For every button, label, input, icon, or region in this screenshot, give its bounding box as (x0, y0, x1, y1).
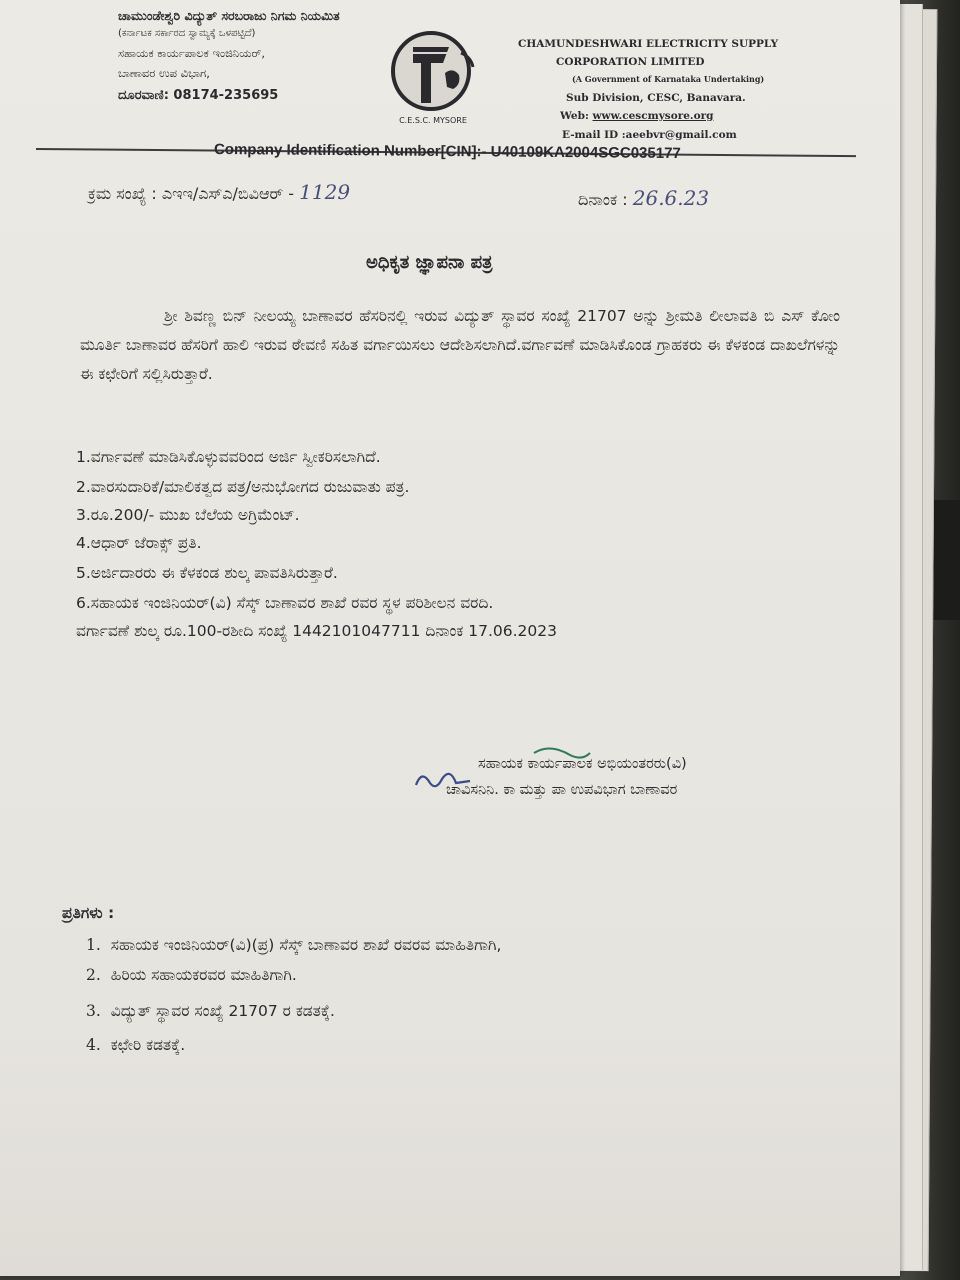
list-item: 1.ವರ್ಗಾವಣೆ ಮಾಡಿಸಿಕೊಳ್ಳುವವರಿಂದ ಅರ್ಜಿ ಸ್ವೀಕರಿಸಲಾಗಿದೆ. (76, 448, 381, 466)
kn-org-name: ಚಾಮುಂಡೇಶ್ವರಿ ವಿದ್ಯುತ್ ಸರಬರಾಜು ನಿಗಮ ನಿಯಮಿತ (118, 8, 340, 23)
en-org-name-1: CHAMUNDESHWARI ELECTRICITY SUPPLY (518, 38, 779, 50)
en-govt-note: (A Government of Karnataka Undertaking) (572, 74, 765, 84)
copy-item (86, 1036, 185, 1055)
en-website (560, 110, 713, 122)
list-item: 2.ವಾರಸುದಾರಿಕೆ/ಮಾಲಿಕತ್ವದ ಪತ್ರ/ಅನುಭೋಗದ ರುಜುವಾತು ಪತ್ರ. (76, 478, 410, 496)
copy-number: 3. (86, 1002, 101, 1020)
reference-label: ಕ್ರಮ ಸಂಖ್ಯೆ : ಎಇಇ/ಎಸ್ಎ/ಬಿವಿಆರ್ - (88, 184, 295, 203)
kn-office-name: ಸಹಾಯಕ ಕಾರ್ಯಪಾಲಕ ಇಂಜಿನಿಯರ್, (118, 46, 265, 60)
copy-item (86, 1002, 335, 1021)
copy-text: ಹಿರಿಯ ಸಹಾಯಕರವರ ಮಾಹಿತಿಗಾಗಿ. (110, 966, 297, 984)
copy-item (86, 936, 501, 955)
body-paragraph: ಶ್ರೀ ಶಿವಣ್ಣ ಬಿನ್ ನೀಲಯ್ಯ ಬಾಣಾವರ ಹೆಸರಿನಲ್ಲಿ ಇರುವ ವಿದ್ಯುತ್ ಸ್ಥಾವರ ಸಂಖ್ಯೆ 21707 ಅನ್ನು ಶ್ರೀಮತಿ ಲೀಲಾವತಿ ಬಿ ಎಸ್ ಕೋಂ ಮೂರ್ತಿ ಬಾಣಾವರ ಹೆಸರಿಗೆ ಹಾಲಿ ಇರುವ ಠೇವಣಿ ಸಹಿತ ವರ್ಗಾಯಿಸಲು ಆದೇಶಿಸಲಾಗಿದೆ.ವರ್ಗಾವಣೆ ಮಾಡಿಸಿಕೊಂಡ ಗ್ರಾಹಕರು ಈ ಕೆಳಕಂಡ ದಾಖಲೆಗಳನ್ನು ಈ ಕಛೇರಿಗೆ ಸಲ್ಲಿಸಿರುತ್ತಾರೆ. (80, 307, 840, 383)
date-value: 26.6.23 (632, 186, 710, 210)
kn-phone: ದೂರವಾಣಿ: 08174-235695 (118, 88, 279, 103)
en-org-name-2: CORPORATION LIMITED (556, 56, 705, 68)
document-title: ಅಧಿಕೃತ ಜ್ಞಾಪನಾ ಪತ್ರ (366, 252, 493, 273)
copies-heading: ಪ್ರತಿಗಳು : (62, 904, 115, 922)
date-line (578, 186, 709, 210)
copy-text: ಕಛೇರಿ ಕಡತಕ್ಕೆ. (110, 1036, 186, 1054)
cesc-logo-icon (383, 27, 483, 127)
copy-number: 1. (86, 936, 101, 954)
fee-receipt-line: ವರ್ಗಾವಣೆ ಶುಲ್ಕ ರೂ.100-ರಶೀದಿ ಸಂಖ್ಯೆ 1442101047711 ದಿನಾಂಕ 17.06.2023 (76, 622, 557, 640)
list-item: 6.ಸಹಾಯಕ ಇಂಜಿನಿಯರ್(ವಿ) ಸೆಸ್ಕ್ ಬಾಣಾವರ ಶಾಖೆ ರವರ ಸ್ಥಳ ಪರಿಶೀಲನ ವರದಿ. (76, 594, 494, 612)
kn-org-subtitle: (ಕರ್ನಾಟಕ ಸರ್ಕಾರದ ಸ್ವಾಮ್ಯಕ್ಕೆ ಒಳಪಟ್ಟಿದೆ) (118, 28, 256, 39)
logo-caption: C.E.S.C. MYSORE (399, 116, 467, 125)
date-label: ದಿನಾಂಕ : (578, 190, 628, 209)
list-item: 4.ಆಧಾರ್ ಜೆರಾಕ್ಸ್ ಪ್ರತಿ. (76, 534, 202, 552)
kn-division: ಬಾಣಾವರ ಉಪ ವಿಭಾಗ, (118, 66, 210, 80)
list-item: 5.ಅರ್ಜಿದಾರರು ಈ ಕೆಳಕಂಡ ಶುಲ್ಕ ಪಾವತಿಸಿರುತ್ತಾರೆ. (76, 564, 338, 582)
copy-text: ಸಹಾಯಕ ಇಂಜಿನಿಯರ್(ವಿ)(ಪ್ರ) ಸೆಸ್ಕ್ ಬಾಣಾವರ ಶಾಖೆ ರವರವ ಮಾಹಿತಿಗಾಗಿ, (110, 936, 502, 954)
copy-item (86, 966, 297, 985)
en-subdivision: Sub Division, CESC, Banavara. (566, 92, 746, 104)
cin-number: Company Identification Number[CIN]:- U40109KA2004SGC035177 (213, 140, 681, 163)
copy-number: 2. (86, 966, 101, 984)
signatory-designation: ಸಹಾಯಕ ಕಾರ್ಯಪಾಲಕ ಅಭಿಯಂತರರು(ವಿ) (478, 756, 687, 772)
reference-number: 1129 (299, 180, 351, 204)
web-link[interactable]: www.cescmysore.org (592, 110, 714, 122)
copy-text: ವಿದ್ಯುತ್ ಸ್ಥಾವರ ಸಂಖ್ಯೆ 21707 ರ ಕಡತಕ್ಕೆ. (110, 1002, 335, 1020)
copy-number: 4. (86, 1036, 101, 1054)
reference-line (88, 180, 350, 204)
en-email[interactable]: E-mail ID :aeebvr@gmail.com (562, 129, 737, 141)
signatory-office: ಚಾವಿಸನಿನಿ. ಕಾ ಮತ್ತು ಪಾ ಉಪವಿಭಾಗ ಬಾಣಾವರ (446, 782, 678, 798)
web-label: Web: (560, 110, 593, 122)
list-item: 3.ರೂ.200/- ಮುಖ ಬೆಲೆಯ ಅಗ್ರಿಮೆಂಟ್. (76, 506, 300, 524)
